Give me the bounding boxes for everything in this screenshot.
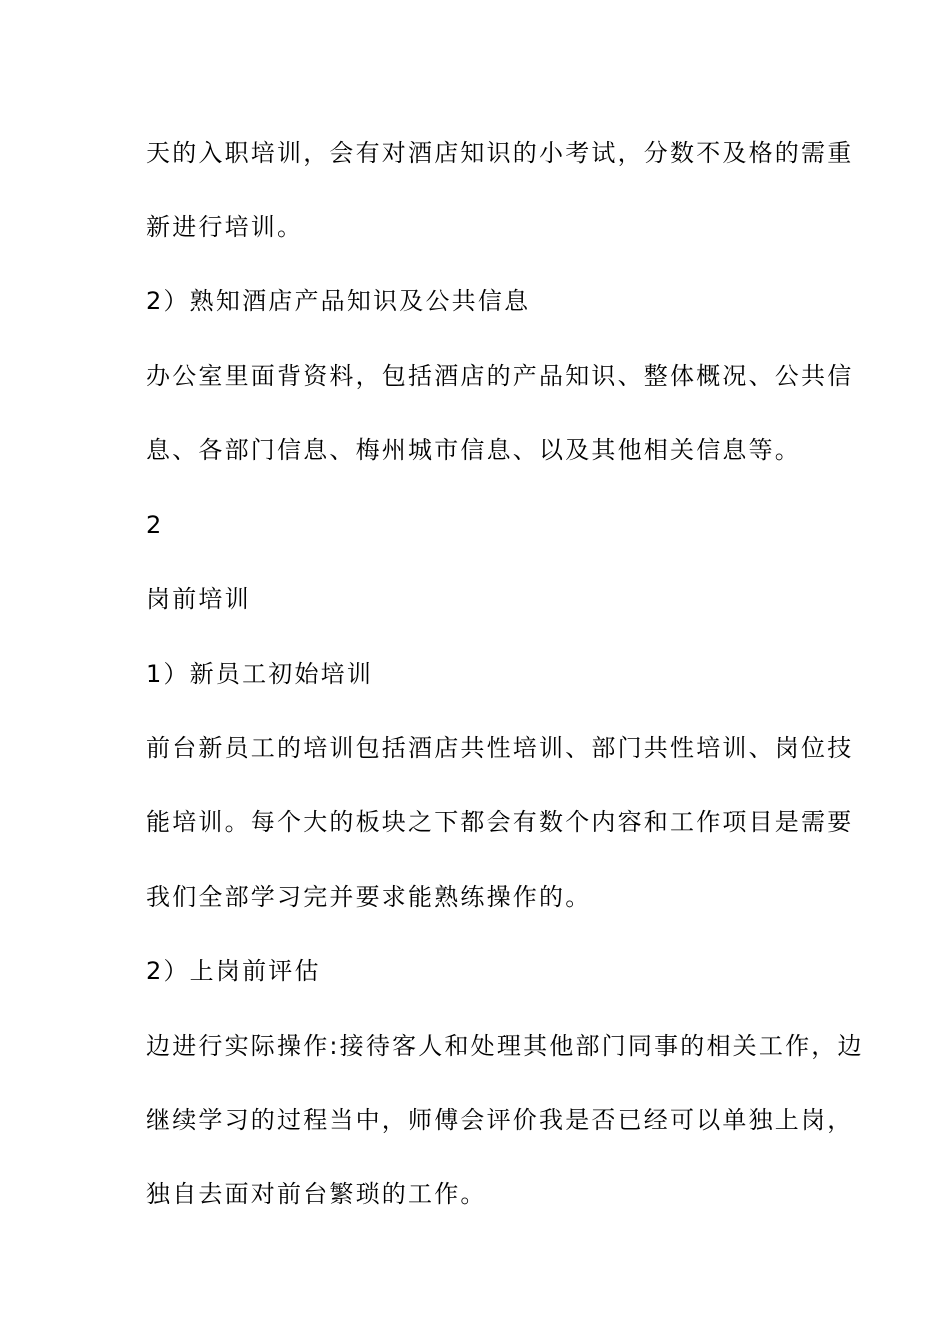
paragraph-line: 边进行实际操作:接待客人和处理其他部门同事的相关工作，边	[146, 1032, 864, 1060]
section-subheading: 1）新员工初始培训	[146, 660, 374, 688]
paragraph-line: 息、各部门信息、梅州城市信息、以及其他相关信息等。	[146, 436, 801, 464]
paragraph-line: 我们全部学习完并要求能熟练操作的。	[146, 883, 592, 911]
paragraph-line: 继续学习的过程当中，师傅会评价我是否已经可以单独上岗，	[146, 1106, 854, 1134]
paragraph-line: 办公室里面背资料，包括酒店的产品知识、整体概况、公共信	[146, 362, 854, 390]
section-number: 2	[146, 511, 164, 539]
paragraph-line: 前台新员工的培训包括酒店共性培训、部门共性培训、岗位技	[146, 734, 854, 762]
paragraph-line: 天的入职培训，会有对酒店知识的小考试，分数不及格的需重	[146, 139, 854, 167]
paragraph-line: 新进行培训。	[146, 213, 304, 241]
paragraph-line: 独自去面对前台繁琐的工作。	[146, 1180, 487, 1208]
section-subheading: 2）熟知酒店产品知识及公共信息	[146, 287, 531, 315]
section-heading: 岗前培训	[146, 585, 251, 613]
section-subheading: 2）上岗前评估	[146, 957, 321, 985]
paragraph-line: 能培训。每个大的板块之下都会有数个内容和工作项目是需要	[146, 808, 854, 836]
